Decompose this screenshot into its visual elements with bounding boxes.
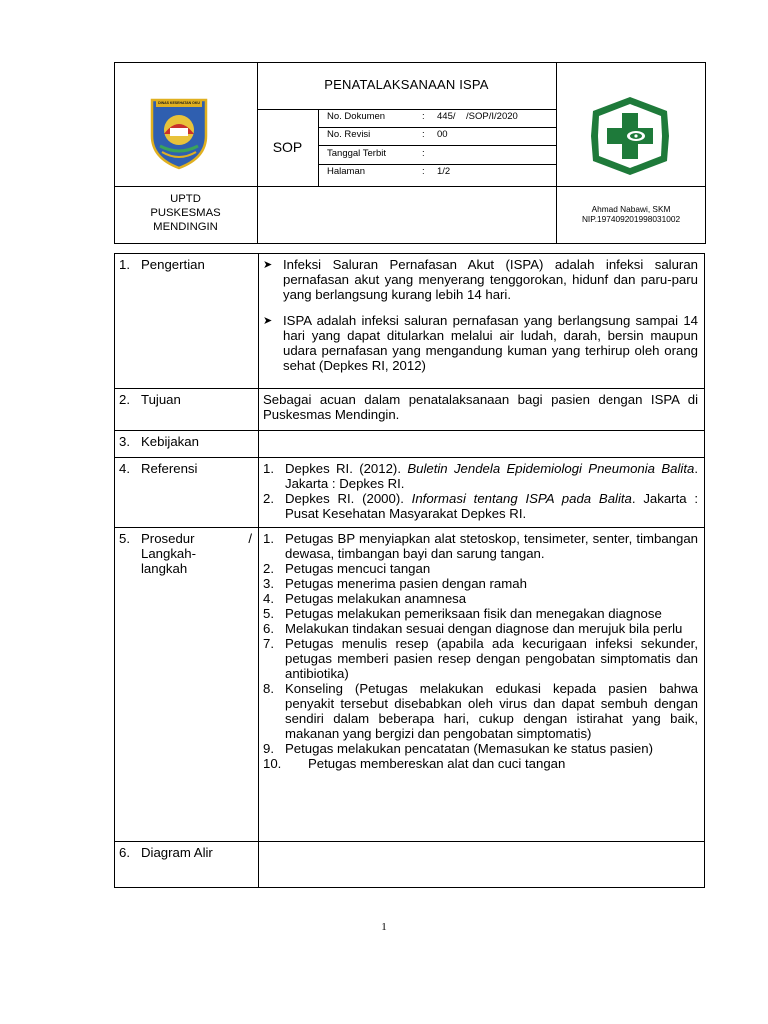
meta-colon: :: [422, 129, 425, 140]
referensi-content: [259, 458, 705, 528]
institution-line-2: PUSKESMAS: [150, 207, 221, 219]
meta-colon: :: [422, 166, 425, 177]
list-item: [263, 576, 698, 591]
pengertian-content: [259, 254, 705, 389]
section-label: Diagram Alir: [141, 845, 213, 860]
list-item: [263, 741, 698, 756]
row-diagram-alir: [115, 842, 705, 888]
step-number: 7.: [263, 636, 274, 651]
bullet-item: [263, 313, 698, 373]
item-number: 2.: [263, 491, 274, 506]
list-item: [263, 636, 698, 681]
section-label-cont: langkah: [141, 561, 188, 576]
meta-label-revisi: No. Revisi: [327, 129, 371, 140]
meta-line-2: [318, 145, 556, 146]
arrow-bullet-icon: ➤: [263, 315, 273, 327]
reference-title: Buletin Jendela Epidemiologi Pneumonia Balita: [407, 461, 695, 476]
step-text: Petugas BP menyiapkan alat stetoskop, tensimeter, senter, timbangan dewasa, timbangan bayi dan sarung tangan.: [285, 531, 698, 561]
section-number: 1.: [119, 257, 130, 272]
section-number: 3.: [119, 434, 130, 449]
meta-colon: :: [422, 111, 425, 122]
step-number: 3.: [263, 576, 274, 591]
section-number: 2.: [119, 392, 130, 407]
meta-line-3: [318, 164, 556, 165]
reference-text: [285, 461, 698, 491]
step-number: 9.: [263, 741, 274, 756]
sop-content-table: [114, 253, 705, 888]
row-tujuan: [115, 389, 705, 431]
regency-logo: [148, 94, 210, 170]
section-label: Kebijakan: [141, 434, 199, 449]
bullet-item: [263, 257, 698, 302]
sop-label: SOP: [272, 139, 303, 155]
step-text: Konseling (Petugas melakukan edukasi kepada pasien bahwa penyakit tersebut disebabkan oleh virus dan dapat sembuh dengan sendiri dalam beberapa hari, cukup dengan istirahat yang baik, makanan yang bergizi dan pengobatan simptomatis): [285, 681, 698, 741]
signer-block: [556, 204, 706, 224]
section-label-cont: Langkah-: [141, 546, 196, 561]
label-cell: [115, 842, 259, 888]
header-divider-sop: [318, 109, 319, 186]
label-cell: [115, 254, 259, 389]
meta-value-halaman: 1/2: [437, 166, 451, 177]
signer-nip: NIP.197409201998031002: [581, 214, 681, 224]
institution-line-1: UPTD: [170, 193, 201, 205]
list-item: [263, 561, 698, 576]
reference-author: Depkes RI. (2012).: [285, 461, 408, 476]
page-number: 1: [381, 921, 387, 933]
label-cell: [115, 389, 259, 431]
meta-value-revisi: 00: [437, 129, 448, 140]
step-text: Petugas membereskan alat dan cuci tangan: [308, 756, 566, 771]
step-text: Petugas melakukan anamnesa: [285, 591, 467, 606]
tujuan-content: Sebagai acuan dalam penatalaksanaan bagi pasien dengan ISPA di Puskesmas Mendingin.: [259, 389, 705, 431]
title-row-line: [257, 109, 556, 110]
meta-line-1: [318, 127, 556, 128]
step-text: Petugas mencuci tangan: [285, 561, 431, 576]
row-kebijakan: [115, 431, 705, 458]
list-item: [263, 531, 698, 561]
signer-name: Ahmad Nabawi, SKM: [591, 204, 671, 214]
label-cell: [115, 431, 259, 458]
step-text: Petugas menulis resep (apabila ada kecurigaan infeksi sekunder, petugas memberi pasien resep dengan pengobatan simptomatis dan antibiotika): [285, 636, 698, 681]
item-number: 1.: [263, 461, 274, 476]
institution-name: [114, 192, 257, 234]
row-prosedur: [115, 528, 705, 842]
meta-value-dokumen: 445/ /SOP/I/2020: [437, 111, 518, 122]
header-row-line: [114, 186, 706, 187]
puskesmas-logo: [589, 95, 671, 177]
section-label: Tujuan: [141, 392, 181, 407]
meta-label-dokumen: No. Dokumen: [327, 111, 386, 122]
step-number: 6.: [263, 621, 274, 636]
list-item: [263, 606, 698, 621]
step-number: 5.: [263, 606, 274, 621]
section-label: Prosedur: [141, 531, 195, 546]
reference-title: Informasi tentang ISPA pada Balita: [411, 491, 632, 506]
row-referensi: [115, 458, 705, 528]
row-pengertian: [115, 254, 705, 389]
regency-logo-text: DINAS KESEHATAN OKU: [158, 101, 200, 105]
list-item: [263, 461, 698, 491]
section-label: Referensi: [141, 461, 198, 476]
prosedur-content: [259, 528, 705, 842]
document-title: PENATALAKSANAAN ISPA: [324, 77, 489, 92]
label-cell: [115, 458, 259, 528]
section-number: 5.: [119, 531, 130, 546]
reference-author: Depkes RI. (2000).: [285, 491, 412, 506]
reference-publisher: . Jakarta : Pusat Kesehatan Masyarakat Depkes RI.: [285, 491, 699, 521]
step-text: Petugas menerima pasien dengan ramah: [285, 576, 527, 591]
puskesmas-cross-icon: [589, 95, 671, 177]
step-text: Petugas melakukan pencatatan (Memasukan ke status pasien): [285, 741, 653, 756]
reference-publisher: . Jakarta : Depkes RI.: [285, 461, 698, 491]
list-item: [263, 681, 698, 741]
step-text: Petugas melakukan pemeriksaan fisik dan menegakan diagnose: [285, 606, 662, 621]
reference-text: [285, 491, 698, 521]
list-item: [263, 591, 698, 606]
section-number: 4.: [119, 461, 130, 476]
step-number: 1.: [263, 531, 274, 546]
list-item: [263, 756, 698, 771]
procedure-list: [263, 531, 698, 771]
meta-label-halaman: Halaman: [327, 166, 366, 177]
list-item: [263, 621, 698, 636]
reference-list: [263, 461, 698, 521]
diagram-content: [259, 842, 705, 888]
institution-line-3: MENDINGIN: [153, 221, 218, 233]
step-number: 8.: [263, 681, 274, 696]
step-text: Melakukan tindakan sesuai dengan diagnose dan merujuk bila perlu: [285, 621, 683, 636]
list-item: [263, 491, 698, 521]
arrow-bullet-icon: ➤: [263, 259, 273, 271]
section-label: Pengertian: [141, 257, 205, 272]
section-number: 6.: [119, 845, 130, 860]
step-number: 2.: [263, 561, 274, 576]
bullet-text: Infeksi Saluran Pernafasan Akut (ISPA) adalah infeksi saluran pernafasan akut yang menyerang tenggorokan, hidunf dan paru-paru yang berlangsung kurang lebih 14 hari.: [283, 257, 698, 302]
prosedur-label-line: [119, 531, 252, 546]
meta-colon: :: [422, 148, 425, 159]
label-cell: [115, 528, 259, 842]
step-number: 4.: [263, 591, 274, 606]
meta-label-terbit: Tanggal Terbit: [327, 148, 386, 159]
kebijakan-content: [259, 431, 705, 458]
section-label-slash: /: [248, 531, 252, 546]
bullet-text: ISPA adalah infeksi saluran pernafasan yang berlangsung sampai 14 hari yang dapat ditularkan melalui air ludah, darah, bersin maupun udara pernafasan yang mengandung kuman yang terhirup oleh orang sehat (Depkes RI, 2012): [283, 313, 698, 373]
step-number: 10.: [263, 756, 282, 771]
